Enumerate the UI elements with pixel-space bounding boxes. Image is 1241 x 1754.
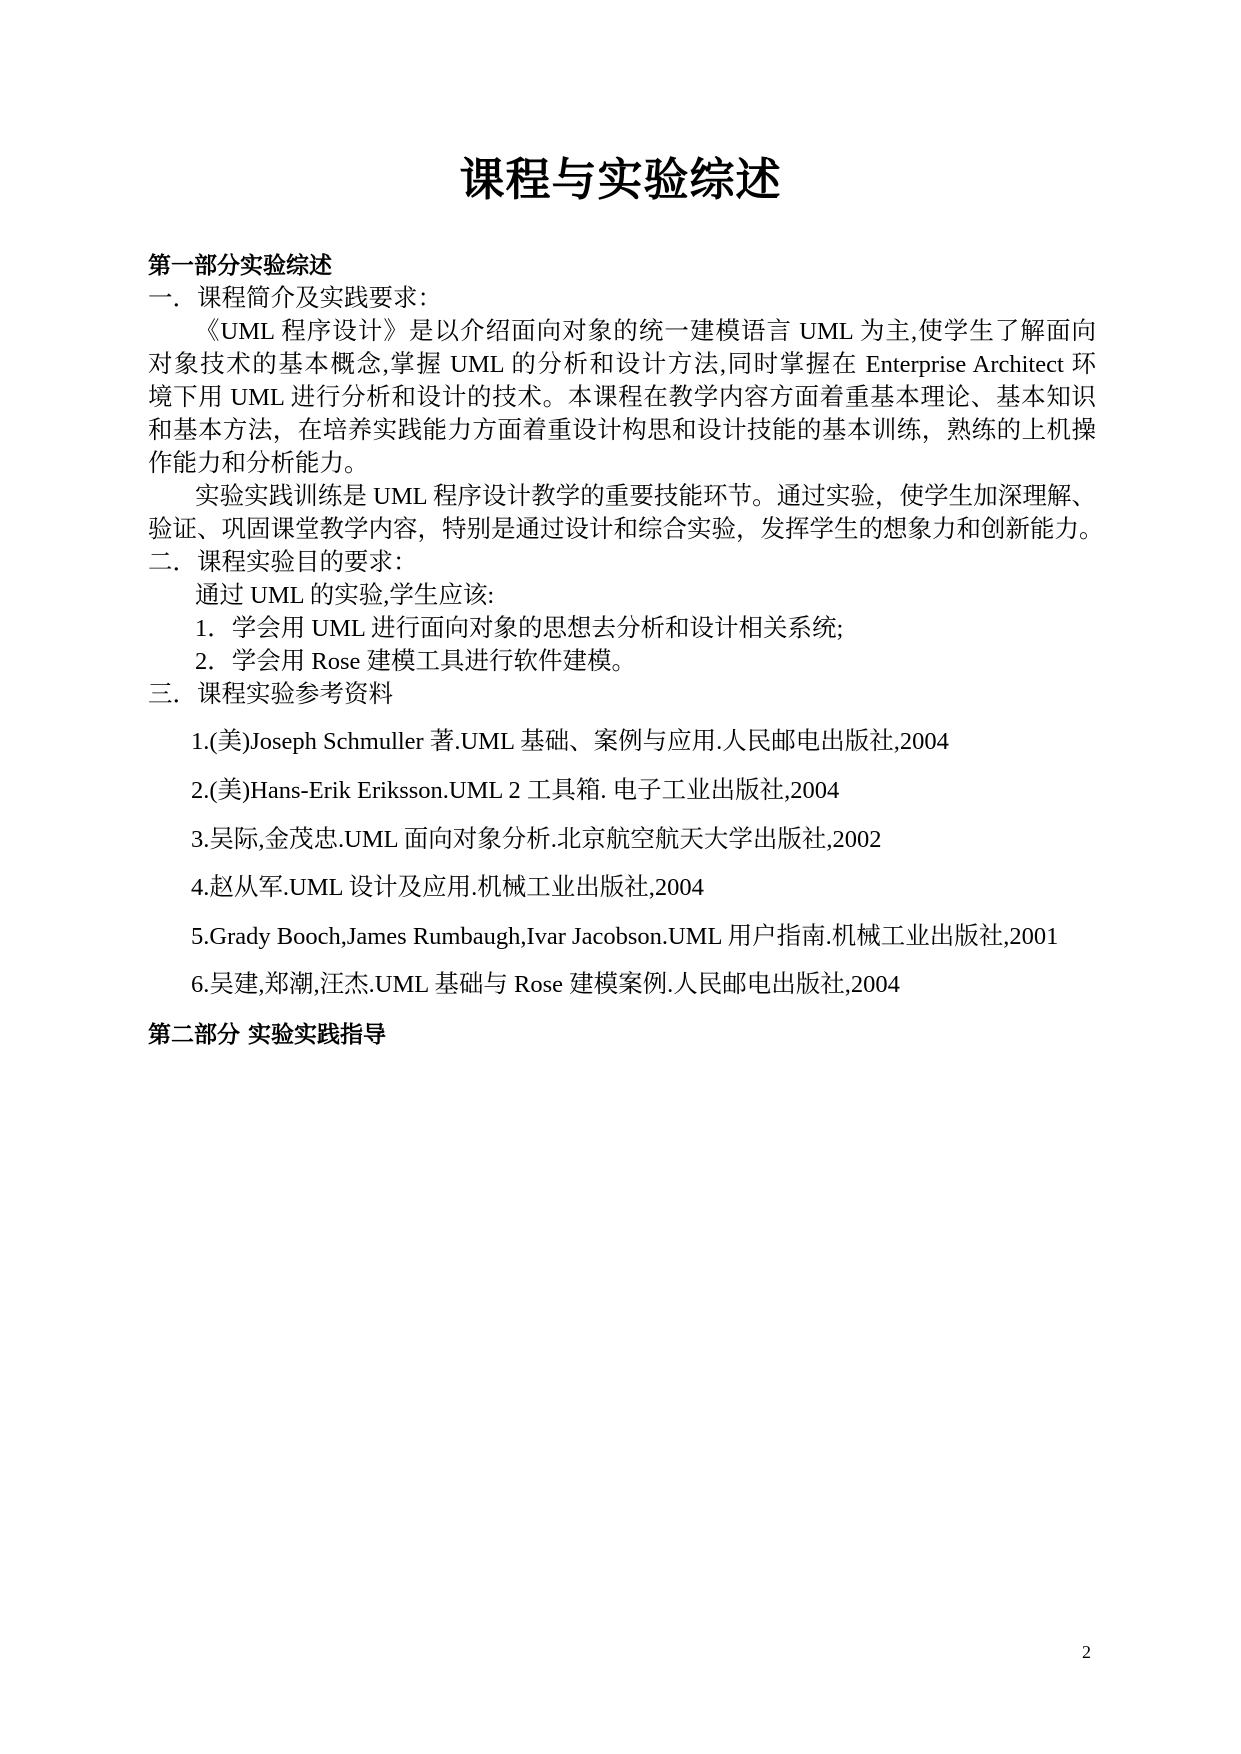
- intro-paragraph-line: 《UML 程序设计》是以介绍面向对象的统一建模语言 UML 为主,使学生了解面向: [195, 318, 1096, 345]
- intro-paragraph-line: 境下用 UML 进行分析和设计的技术。本课程在教学内容方面着重基本理论、基本知识: [148, 384, 1096, 411]
- reference-item: 6.吴建,郑潮,汪杰.UML 基础与 Rose 建模案例.人民邮电出版社,2004: [191, 971, 900, 998]
- intro-paragraph-line: 作能力和分析能力。: [148, 450, 369, 477]
- reference-item: 3.吴际,金茂忠.UML 面向对象分析.北京航空航天大学出版社,2002: [191, 826, 882, 853]
- page-number: 2: [1082, 1642, 1091, 1662]
- page-title: 课程与实验综述: [459, 153, 782, 206]
- practice-paragraph-line: 验证、巩固课堂教学内容，特别是通过设计和综合实验，发挥学生的想象力和创新能力。: [148, 516, 1104, 543]
- reference-item: 4.赵从军.UML 设计及应用.机械工业出版社,2004: [191, 874, 704, 901]
- reference-item: 5.Grady Booch,James Rumbaugh,Ivar Jacobson.UML 用户指南.机械工业出版社,2001: [191, 923, 1059, 950]
- reference-item: 1.(美)Joseph Schmuller 著.UML 基础、案例与应用.人民邮电出版社,2004: [191, 728, 949, 755]
- section1-heading: 一．课程简介及实践要求：: [148, 285, 442, 312]
- section3-heading: 三．课程实验参考资料: [148, 681, 393, 708]
- practice-paragraph-line: 实验实践训练是 UML 程序设计教学的重要技能环节。通过实验，使学生加深理解、: [195, 483, 1096, 510]
- section2-heading: 二．课程实验目的要求：: [148, 549, 418, 576]
- intro-paragraph-line: 对象技术的基本概念,掌握 UML 的分析和设计方法,同时掌握在 Enterprise Architect 环: [148, 351, 1096, 378]
- objective-item: 2．学会用 Rose 建模工具进行软件建模。: [195, 648, 636, 675]
- part1-heading: 第一部分实验综述: [148, 253, 332, 279]
- objective-item: 1．学会用 UML 进行面向对象的思想去分析和设计相关系统;: [195, 615, 844, 642]
- part2-heading: 第二部分 实验实践指导: [148, 1022, 387, 1048]
- reference-item: 2.(美)Hans-Erik Eriksson.UML 2 工具箱. 电子工业出版社,2004: [191, 777, 840, 804]
- objectives-intro: 通过 UML 的实验,学生应该:: [195, 582, 495, 609]
- intro-paragraph-line: 和基本方法，在培养实践能力方面着重设计构思和设计技能的基本训练，熟练的上机操: [148, 417, 1096, 444]
